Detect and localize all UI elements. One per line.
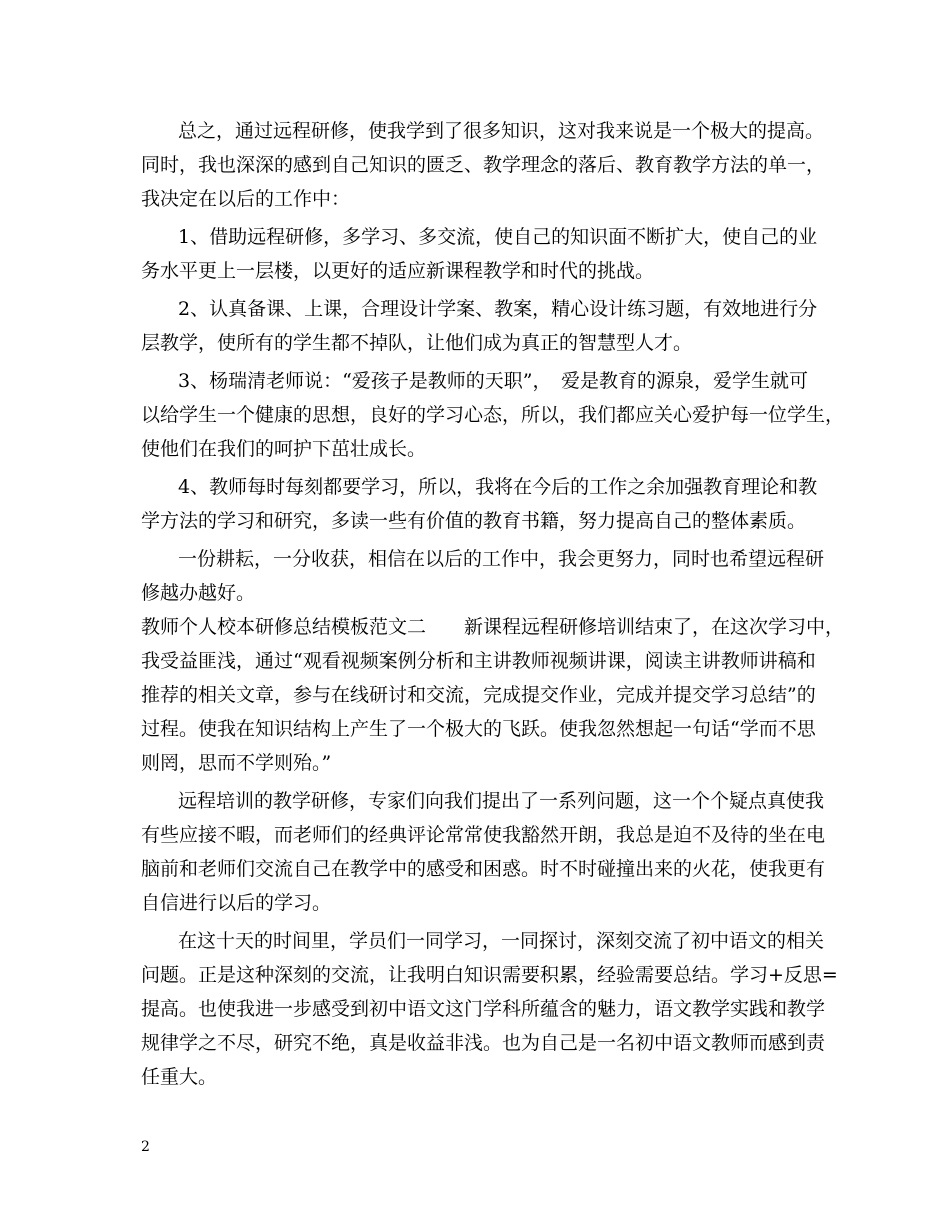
text-line: 教师个人校本研修总结模板范文二 新课程远程研修培训结束了，在这次学习中，: [141, 616, 845, 638]
text-line: 任重大。: [141, 1066, 218, 1088]
text-line: 过程。使我在知识结构上产生了一个极大的飞跃。使我忽然想起一句话“学而不思: [141, 718, 816, 740]
text-line: 以给学生一个健康的思想，良好的学习心态，所以，我们都应关心爱护每一位学生，: [141, 404, 845, 426]
text-line: 1、借助远程研修，多学习、多交流，使自己的知识面不断扩大，使自己的业: [178, 226, 818, 248]
text-line: 同时，我也深深的感到自己知识的匮乏、教学理念的落后、教育教学方法的单一，: [141, 154, 826, 176]
text-line: 使他们在我们的呵护下茁壮成长。: [141, 438, 427, 460]
text-line: 问题。正是这种深刻的交流，让我明白知识需要积累，经验需要总结。学习+反思=: [141, 964, 838, 986]
text-line: 层教学，使所有的学生都不掉队，让他们成为真正的智慧型人才。: [141, 332, 693, 354]
text-line: 自信进行以后的学习。: [141, 892, 332, 914]
text-line: 在这十天的时间里，学员们一同学习，一同探讨，深刻交流了初中语文的相关: [178, 930, 825, 952]
text-line: 规律学之不尽，研究不绝，真是收益非浅。也为自己是一名初中语文教师而感到责: [141, 1032, 826, 1054]
text-line: 总之，通过远程研修，使我学到了很多知识，这对我来说是一个极大的提高。: [178, 120, 825, 142]
text-line: 一份耕耘，一分收获，相信在以后的工作中，我会更努力，同时也希望远程研: [178, 548, 825, 570]
text-line: 远程培训的教学研修，专家们向我们提出了一系列问题，这一个个疑点真使我: [178, 790, 825, 812]
text-line: 2、认真备课、上课，合理设计学案、教案，精心设计练习题，有效地进行分: [178, 298, 818, 320]
page-number: 2: [141, 1139, 150, 1155]
text-line: 则罔，思而不学则殆。”: [141, 752, 332, 774]
text-line: 推荐的相关文章，参与在线研讨和交流，完成提交作业，完成并提交学习总结”的: [141, 684, 816, 706]
text-line: 修越办越好。: [141, 582, 256, 604]
text-line: 有些应接不暇，而老师们的经典评论常常使我豁然开朗，我总是迫不及待的坐在电: [141, 824, 826, 846]
text-line: 脑前和老师们交流自己在教学中的感受和困惑。时不时碰撞出来的火花，使我更有: [141, 858, 826, 880]
text-line: 我决定在以后的工作中：: [141, 188, 351, 210]
text-line: 4、教师每时每刻都要学习，所以，我将在今后的工作之余加强教育理论和教: [178, 476, 818, 498]
text-line: 学方法的学习和研究，多读一些有价值的教育书籍，努力提高自己的整体素质。: [141, 510, 807, 532]
text-line: 我受益匪浅，通过“观看视频案例分析和主讲教师视频讲课，阅读主讲教师讲稿和: [141, 650, 816, 672]
text-line: 提高。也使我进一步感受到初中语文这门学科所蕴含的魅力，语文教学实践和教学: [141, 998, 826, 1020]
text-line: 3、杨瑞清老师说：“爱孩子是教师的天职”， 爱是教育的源泉，爱学生就可: [178, 370, 809, 392]
text-line: 务水平更上一层楼，以更好的适应新课程教学和时代的挑战。: [141, 260, 655, 282]
